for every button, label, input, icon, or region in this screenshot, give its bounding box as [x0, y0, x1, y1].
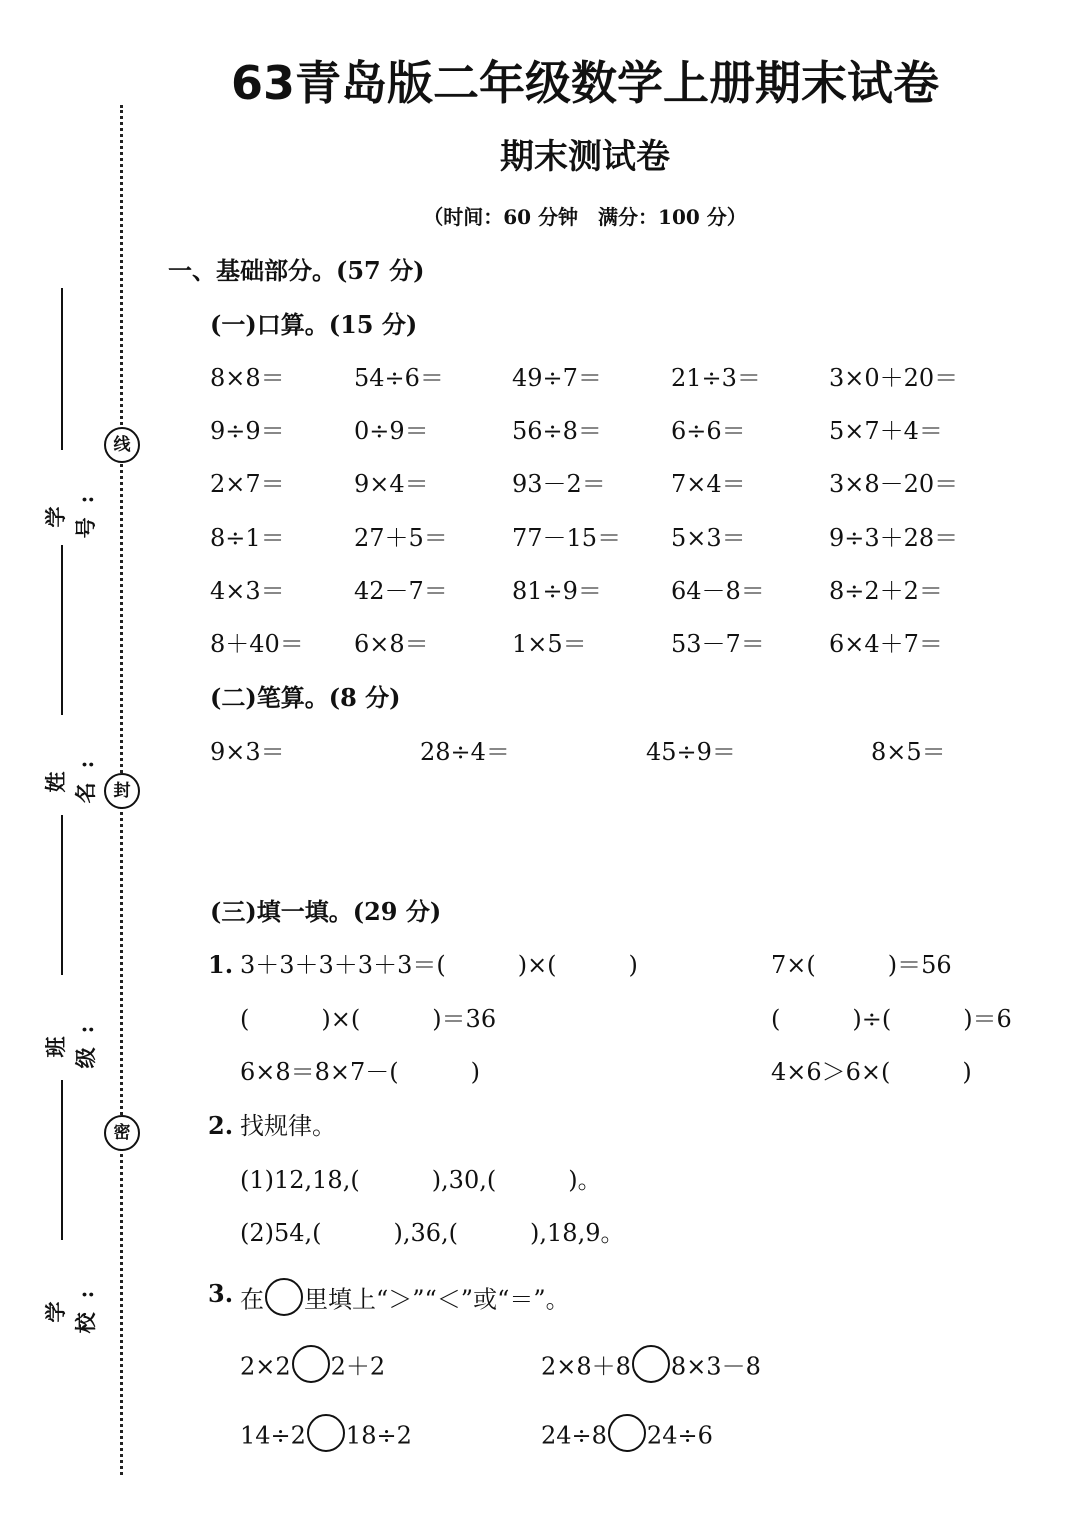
time-info: （时间：60 分钟 满分：100 分） — [423, 205, 747, 229]
compare-left: 2×8＋8 — [541, 1352, 631, 1381]
compare-circle-input[interactable] — [632, 1345, 670, 1383]
oral-heading: (一)口算。(15 分) — [210, 310, 418, 339]
compare-circle-input[interactable] — [608, 1414, 646, 1452]
oral-problem: 21÷3＝ — [671, 364, 761, 392]
oral-problem: 49÷7＝ — [512, 364, 602, 392]
q2-item-2: (2)54,( ),36,( ),18,9。 — [240, 1219, 625, 1247]
oral-problem: 9×4＝ — [354, 470, 429, 498]
q3-instruction — [240, 1282, 570, 1320]
oral-problem: 53－7＝ — [671, 630, 765, 658]
oral-problem: 8÷2＋2＝ — [829, 577, 943, 605]
page-title: 63青岛版二年级数学上册期末试卷 — [230, 56, 939, 110]
q3-pre: 在 — [240, 1285, 264, 1314]
q2-text: 找规律。 — [240, 1112, 336, 1140]
compare-right: 2＋2 — [330, 1352, 386, 1381]
student-id-line — [61, 288, 63, 450]
q3-post: 里填上“＞”“＜”或“＝”。 — [304, 1285, 570, 1314]
written-problem: 45÷9＝ — [646, 738, 736, 766]
class-line — [61, 815, 63, 975]
oral-problem: 42－7＝ — [354, 577, 448, 605]
name-line — [61, 545, 63, 715]
q1-number: 1. — [208, 950, 234, 979]
compare-left: 14÷2 — [240, 1421, 306, 1450]
subtitle: 期末测试卷 — [500, 137, 670, 177]
oral-problem: 6÷6＝ — [671, 417, 746, 445]
oral-problem: 56÷8＝ — [512, 417, 602, 445]
oral-problem: 2×7＝ — [210, 470, 285, 498]
compare-item — [240, 1349, 385, 1387]
oral-problem: 54÷6＝ — [354, 364, 444, 392]
compare-right: 18÷2 — [345, 1421, 412, 1450]
q1-right-item: ( )÷( )＝6 — [771, 1005, 1012, 1033]
oral-problem: 3×0＋20＝ — [829, 364, 959, 392]
oral-problem: 93－2＝ — [512, 470, 606, 498]
q1-right-item: 7×( )＝56 — [771, 951, 952, 979]
seal-feng: 封 — [104, 773, 140, 809]
compare-item — [541, 1349, 761, 1387]
class-label: 班级: — [43, 1011, 98, 1069]
fill-heading: (三)填一填。(29 分) — [210, 897, 442, 926]
name-label: 姓名: — [43, 746, 98, 804]
oral-problem: 1×5＝ — [512, 630, 587, 658]
q1-left-item: 6×8＝8×7－( ) — [240, 1058, 481, 1086]
oral-problem: 9÷3＋28＝ — [829, 524, 959, 552]
school-label: 学校: — [43, 1276, 98, 1334]
q2-item-1: (1)12,18,( ),30,( )。 — [240, 1166, 602, 1194]
written-problem: 8×5＝ — [871, 738, 946, 766]
oral-problem: 8×8＝ — [210, 364, 285, 392]
q1-left-item: ( )×( )＝36 — [240, 1005, 497, 1033]
compare-circle-input[interactable] — [307, 1414, 345, 1452]
oral-problem: 0÷9＝ — [354, 417, 429, 445]
oral-problem: 77－15＝ — [512, 524, 622, 552]
oral-problem: 64－8＝ — [671, 577, 765, 605]
oral-problem: 8＋40＝ — [210, 630, 304, 658]
q3-number: 3. — [208, 1279, 234, 1308]
school-line — [61, 1080, 63, 1240]
oral-problem: 3×8－20＝ — [829, 470, 959, 498]
compare-item — [541, 1418, 713, 1456]
oral-problem: 8÷1＝ — [210, 524, 285, 552]
compare-circle-input[interactable] — [292, 1345, 330, 1383]
oral-problem: 6×4＋7＝ — [829, 630, 943, 658]
oral-problem: 7×4＝ — [671, 470, 746, 498]
oral-problem: 5×7＋4＝ — [829, 417, 943, 445]
q2-number: 2. — [208, 1111, 234, 1140]
compare-item — [240, 1418, 412, 1456]
section1-heading: 一、基础部分。(57 分) — [168, 256, 425, 285]
oral-problem: 6×8＝ — [354, 630, 429, 658]
oral-problem: 4×3＝ — [210, 577, 285, 605]
q1-right-item: 4×6＞6×( ) — [771, 1058, 972, 1086]
compare-left: 2×2 — [240, 1352, 291, 1381]
compare-left: 24÷8 — [541, 1421, 607, 1450]
seal-xian: 线 — [104, 427, 140, 463]
oral-problem: 27＋5＝ — [354, 524, 448, 552]
oral-problem: 81÷9＝ — [512, 577, 602, 605]
written-problem: 28÷4＝ — [420, 738, 510, 766]
oral-problem: 5×3＝ — [671, 524, 746, 552]
circle-icon — [265, 1278, 303, 1316]
student-id-label: 学号: — [43, 481, 98, 539]
seal-mi: 密 — [104, 1115, 140, 1151]
oral-problem: 9÷9＝ — [210, 417, 285, 445]
compare-right: 24÷6 — [646, 1421, 713, 1450]
written-problem: 9×3＝ — [210, 738, 285, 766]
compare-right: 8×3－8 — [670, 1352, 761, 1381]
q1-left-item: 3＋3＋3＋3＋3＝( )×( ) — [240, 951, 638, 979]
written-heading: (二)笔算。(8 分) — [210, 683, 401, 712]
